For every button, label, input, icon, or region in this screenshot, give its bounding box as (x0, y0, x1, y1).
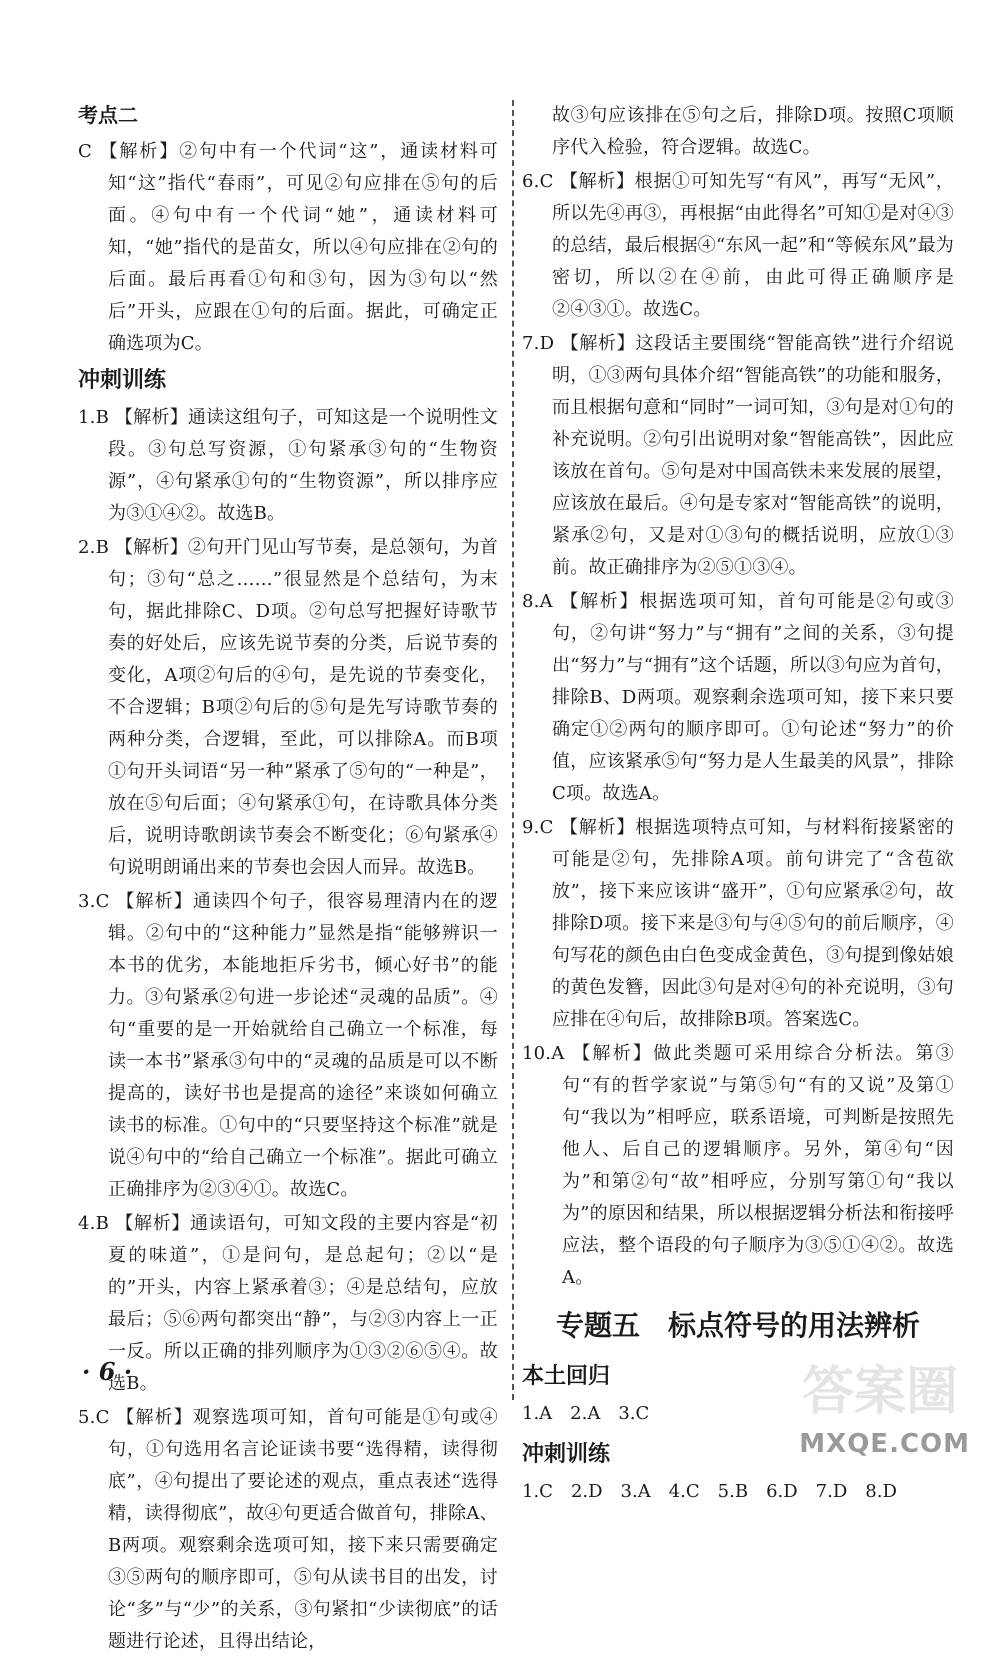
answer-item-1: 1.B 【解析】通读这组句子，可知这是一个说明性文段。③句总写资源，①句紧承③句的“生物资源”，④句紧承①句的“生物资源”，所以排序应为③①④②。故选B。 (78, 407, 498, 524)
answer-item-4: 4.B 【解析】通读语句，可知文段的主要内容是“初夏的味道”，①是问句，是总起句；②以“是的”开头，内容上紧承着③；④是总结句，应放最后；⑤⑥两句都突出“静”，与②③内容上一正一反。所以正确的排列顺序为①③②⑥⑤④。故选B。 (78, 1213, 498, 1394)
answer-item-7: 7.D 【解析】这段话主要围绕“智能高铁”进行介绍说明，①③两句具体介绍“智能高铁”的功能和服务，而且根据句意和“同时”一词可知，③句是对①句的补充说明。②句引出说明对象“智能高铁”，因此应该放在首句。⑤句是对中国高铁未来发展的展望，应该放在最后。④句是专家对“智能高铁”的说明，紧承②句，又是对①③句的概括说明，应放①③前。故正确排序为②⑤①③④。 (522, 333, 954, 578)
chongci-answers: 1.C 2.D 3.A 4.C 5.B 6.D 7.D 8.D (522, 1481, 897, 1502)
section-heading-chongci-2: 冲刺训练 (522, 1442, 611, 1467)
answer-item-9: 9.C 【解析】根据选项特点可知，与材料衔接紧密的可能是②句，先排除A项。前句讲完了“含苞欲放”，接下来应该讲“盛开”，①句应紧承②句，故排除D项。接下来是③句与④⑤句的前后顺序，④句写花的颜色由白色变成金黄色，③句提到像姑娘的黄色发簪，因此③句是对④句的补充说明，③句应排在④句后，故排除B项。答案选C。 (522, 817, 954, 1030)
left-column (78, 100, 498, 1660)
answer-item-3: 3.C 【解析】通读四个句子，很容易理清内在的逻辑。②句中的“这种能力”显然是指“能够辨识一本书的优劣，本能地拒斥劣书，倾心好书”的能力。③句紧承②句进一步论述“灵魂的品质”。④句“重要的是一开始就给自己确立一个标准，每读一本书”紧承③句中的“灵魂的品质是可以不断提高的，读好书也是提高的途径”来谈如何确立读书的标准。①句中的“只要坚持这个标准”就是说④句中的“给自己确立一个标准”。据此可确立正确排序为②③④①。故选C。 (78, 891, 498, 1200)
right-column (522, 100, 954, 1516)
watermark-site: MXQE.COM (799, 1429, 970, 1459)
watermark-brand: 答案圈 (801, 1362, 959, 1422)
section-heading-kaodian: 考点二 (78, 103, 138, 127)
bentu-answers: 1.A 2.A 3.C (522, 1403, 650, 1424)
topic-title: 专题五 标点符号的用法辨析 (555, 1309, 920, 1342)
section-heading-bentu: 本土回归 (522, 1364, 611, 1389)
column-divider (512, 100, 514, 1400)
answer-item-5: 5.C 【解析】观察选项可知，首句可能是①句或④句，①句选用名言论证读书要“选得精，读得彻底”，④句提出了要论述的观点，重点表述“选得精，读得彻底”，故④句更适合做首句，排除A、B两项。观察剩余选项可知，接下来只需要确定③⑤两句的顺序即可，⑤句从读书目的出发，讨论“多”与“少”的关系，③句紧扣“少读彻底”的话题进行论述，且得出结论， (78, 1407, 498, 1652)
answer-item-5-continued: 故③句应该排在⑤句之后，排除D项。按照C项顺序代入检验，符合逻辑。故选C。 (552, 105, 954, 158)
answer-item-2: 2.B 【解析】②句开门见山写节奏，是总领句，为首句；③句“总之……”很显然是个总结句，为末句，据此排除C、D项。②句总写把握好诗歌节奏的好处后，应该先说节奏的分类，后说节奏的变化，A项②句后的④句，是先说的节奏变化，不合逻辑；B项②句后的⑤句是先写诗歌节奏的两种分类，合逻辑，至此，可以排除A。而B项①句开头词语“另一种”紧承了⑤句的“一种是”，放在⑤句后面；④句紧承①句，在诗歌具体分类后，说明诗歌朗读节奏会不断变化；⑥句紧承④句说明朗诵出来的节奏也会因人而异。故选B。 (78, 537, 498, 878)
section-heading-chongci: 冲刺训练 (78, 368, 167, 393)
kaodian-answer: C 【解析】②句中有一个代词“这”，通读材料可知“这”指代“春雨”，可见②句应排在⑤句的后面。④句中有一个代词“她”，通读材料可知，“她”指代的是苗女，所以④句应排在②句的后面。最后再看①句和③句，因为③句以“然后”开头，应跟在①句的后面。据此，可确定正确选项为C。 (78, 141, 498, 354)
answer-item-8: 8.A 【解析】根据选项可知，首句可能是②句或③句，②句讲“努力”与“拥有”之间的关系，③句提出“努力”与“拥有”这个话题，所以③句应为首句，排除B、D两项。观察剩余选项可知，接下来只要确定①②两句的顺序即可。①句论述“努力”的价值，应该紧承⑤句“努力是人生最美的风景”，排除C项。故选A。 (522, 591, 954, 804)
answer-item-10: 10.A 【解析】做此类题可采用综合分析法。第③句“有的哲学家说”与第⑤句“有的又说”及第①句“我以为”相呼应，联系语境，可判断是按照先他人、后自己的逻辑顺序。另外，第④句“因为”和第②句“故”相呼应，分别写第①句“我以为”的原因和结果，所以根据逻辑分析法和衔接呼应法，整个语段的句子顺序为③⑤①④②。故选A。 (522, 1043, 954, 1288)
page-number: · 6 · (82, 1357, 133, 1386)
answer-item-6: 6.C 【解析】根据①可知先写“有风”，再写“无风”，所以先④再③，再根据“由此得名”可知①是对④③的总结，最后根据④“东风一起”和“等候东风”最为密切，所以②在④前，由此可得正确顺序是②④③①。故选C。 (522, 171, 954, 320)
